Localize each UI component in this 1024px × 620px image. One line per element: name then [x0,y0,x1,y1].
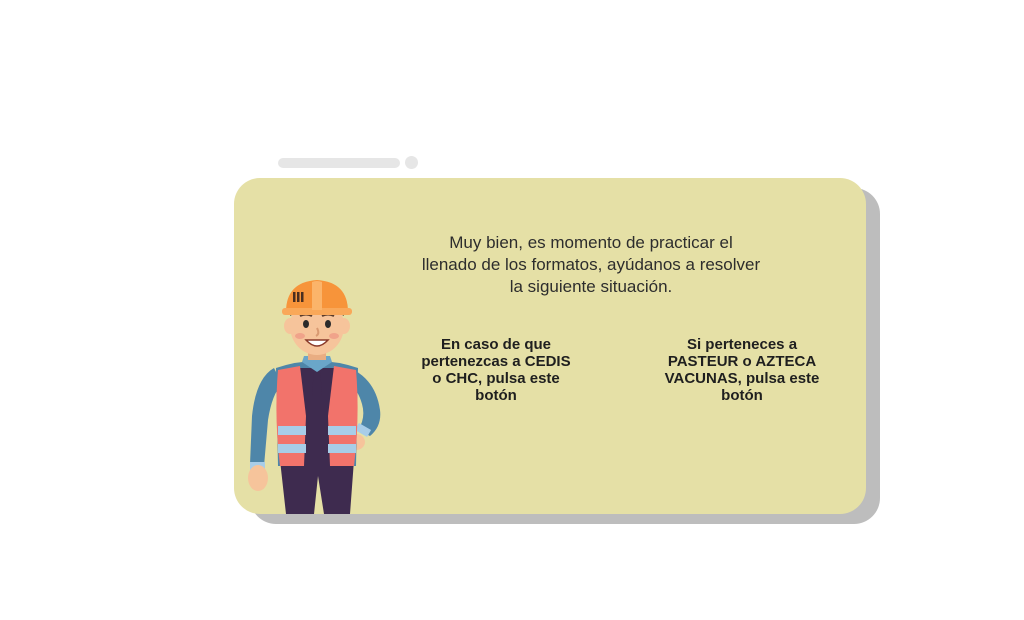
decorative-dot [405,156,418,169]
cedis-line-2: pertenezcas a CEDIS [421,353,571,370]
pasteur-line-4: botón [721,387,763,404]
cedis-line-1: En caso de que [440,336,552,353]
pasteur-line-2: PASTEUR o AZTECA [667,353,817,370]
cedis-option-button[interactable] [404,336,588,404]
pasteur-line-3: VACUNAS, pulsa este [664,370,820,387]
intro-line-1: Muy bien, es momento de practicar el [449,233,733,252]
intro-line-2: llenado de los formatos, ayúdanos a resolver [421,255,761,274]
pasteur-line-1: Si perteneces a [686,336,798,353]
cedis-line-3: o CHC, pulsa este [432,370,560,387]
instruction-card [234,178,866,514]
cedis-line-4: botón [475,387,517,404]
intro-text [374,232,808,298]
intro-line-3: la siguiente situación. [509,277,673,296]
decorative-bar [278,158,400,168]
pasteur-option-button[interactable] [654,336,830,404]
construction-worker-icon [242,276,392,514]
